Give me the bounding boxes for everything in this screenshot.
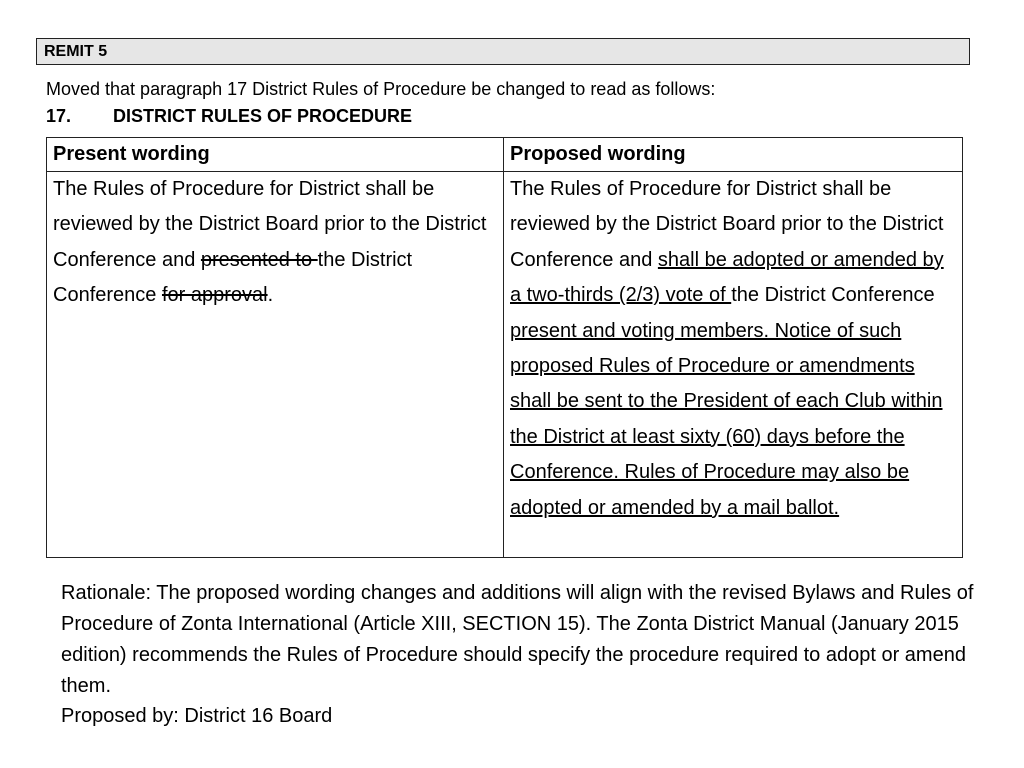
present-text: The Rules of Procedure for District shall be reviewed by the District Board prior to the District Conference and	[53, 178, 487, 271]
table-header-row	[47, 138, 963, 172]
proposed-text: the District Conference	[731, 284, 935, 307]
table-row	[47, 172, 963, 558]
proposed-wording-header: Proposed wording	[504, 138, 963, 172]
section-heading	[46, 105, 412, 127]
proposed-wording-cell	[504, 172, 963, 558]
deleted-text: presented to	[200, 248, 318, 271]
inserted-text: shall be adopted or amended by a two-thirds (2/3) vote of	[510, 248, 944, 307]
present-text: the District Conference	[53, 248, 413, 307]
wording-comparison-table	[46, 137, 963, 558]
deleted-text: for approval	[161, 284, 268, 307]
remit-title: REMIT 5	[44, 43, 108, 60]
inserted-text: present and voting members. Notice of such proposed Rules of Procedure or amendments shall be sent to the President of each Club within the District at least sixty (60) days before the Conference. Rules of Procedure may also be adopted or amended by a mail ballot.	[510, 319, 943, 519]
rationale-paragraph: Rationale: The proposed wording changes and additions will align with the revised Bylaws and Rules of Procedure of Zonta International (Article XIII, SECTION 15). The Zonta District Manual (January 2015 edition) recommends the Rules of Procedure should specify the procedure required to adopt or amend them.	[61, 582, 974, 697]
section-number: 17.	[46, 106, 72, 126]
present-wording-cell	[47, 172, 504, 558]
proposed-text: The Rules of Procedure for District shall be reviewed by the District Board prior to the District Conference and	[510, 178, 944, 271]
present-wording-header: Present wording	[47, 138, 504, 172]
motion-text: Moved that paragraph 17 District Rules of Procedure be changed to read as follows:	[46, 79, 716, 99]
proposed-by-line: Proposed by: District 16 Board	[61, 705, 333, 727]
present-text: .	[267, 284, 274, 307]
section-title: DISTRICT RULES OF PROCEDURE	[113, 106, 413, 126]
remit-title-bar	[36, 38, 970, 65]
